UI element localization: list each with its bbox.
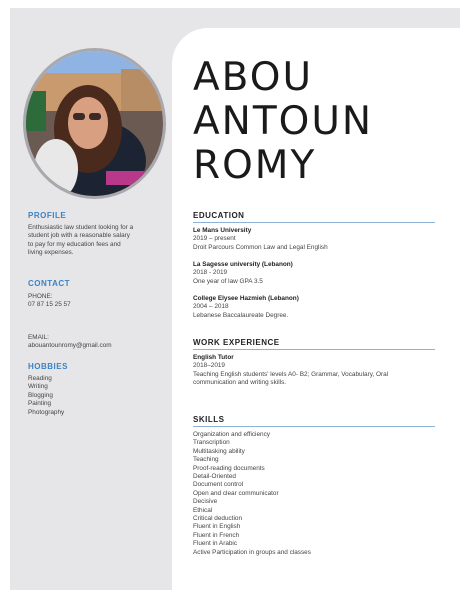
profile-heading: PROFILE xyxy=(28,211,67,220)
name-second: ANTOUN xyxy=(193,99,374,144)
skills-list xyxy=(193,431,311,557)
list-item: Fluent in French xyxy=(193,531,240,539)
email-address: abouantounromy@gmail.com xyxy=(28,342,112,349)
list-item: Detail-Oriented xyxy=(193,473,236,481)
list-item: Organization and efficiency xyxy=(193,431,270,438)
hobbies-heading: HOBBIES xyxy=(28,362,68,371)
profile-photo xyxy=(23,48,166,199)
list-item: Critical deduction xyxy=(193,515,243,523)
list-item: Fluent in English xyxy=(193,523,241,531)
list-item: Ethical xyxy=(193,506,213,514)
work-heading: WORK EXPERIENCE xyxy=(193,338,435,350)
list-item: Multitasking ability xyxy=(193,447,245,455)
list-item: Photography xyxy=(28,408,65,416)
name-third: ROMY xyxy=(193,143,317,188)
list-item: Painting xyxy=(28,400,52,408)
list-item: Open and clear communicator xyxy=(193,489,279,497)
education-entry: College Elysee Hazmieh (Lebanon) 2004 – 2018 Lebanese Baccalaureate Degree. xyxy=(193,295,299,319)
education-entry: La Sagesse university (Lebanon) 2018 - 2019 One year of law GPA 3.5 xyxy=(193,261,293,285)
list-item: Teaching xyxy=(193,456,219,464)
profile-text: Enthusiastic law student looking for a student job with a reasonable salary to pay for my education fees and living expenses. xyxy=(28,224,134,257)
list-item: Writing xyxy=(28,383,48,391)
list-item: Reading xyxy=(28,375,52,382)
skills-heading: SKILLS xyxy=(193,415,435,427)
list-item: Blogging xyxy=(28,391,53,399)
education-heading: EDUCATION xyxy=(193,211,435,223)
contact-heading: CONTACT xyxy=(28,279,71,288)
list-item: Active Participation in groups and classes xyxy=(193,548,311,556)
phone-label: PHONE: xyxy=(28,293,53,300)
list-item: Document control xyxy=(193,481,244,489)
name-first: ABOU xyxy=(193,55,313,100)
list-item: Decisive xyxy=(193,498,218,506)
phone-number: 07 87 15 25 57 xyxy=(28,301,71,308)
education-entry: Le Mans University 2019 – present Droit Parcours Common Law and Legal English xyxy=(193,227,328,251)
work-entry: English Tutor 2018–2019 Teaching English students' levels A0- B2; Grammar, Vocabulary, Oral communication and writing skills. xyxy=(193,354,389,387)
list-item: Transcription xyxy=(193,439,230,447)
list-item: Fluent in Arabic xyxy=(193,540,238,548)
hobbies-list xyxy=(28,375,64,417)
email-label: EMAIL: xyxy=(28,334,49,341)
list-item: Proof-reading documents xyxy=(193,464,265,472)
